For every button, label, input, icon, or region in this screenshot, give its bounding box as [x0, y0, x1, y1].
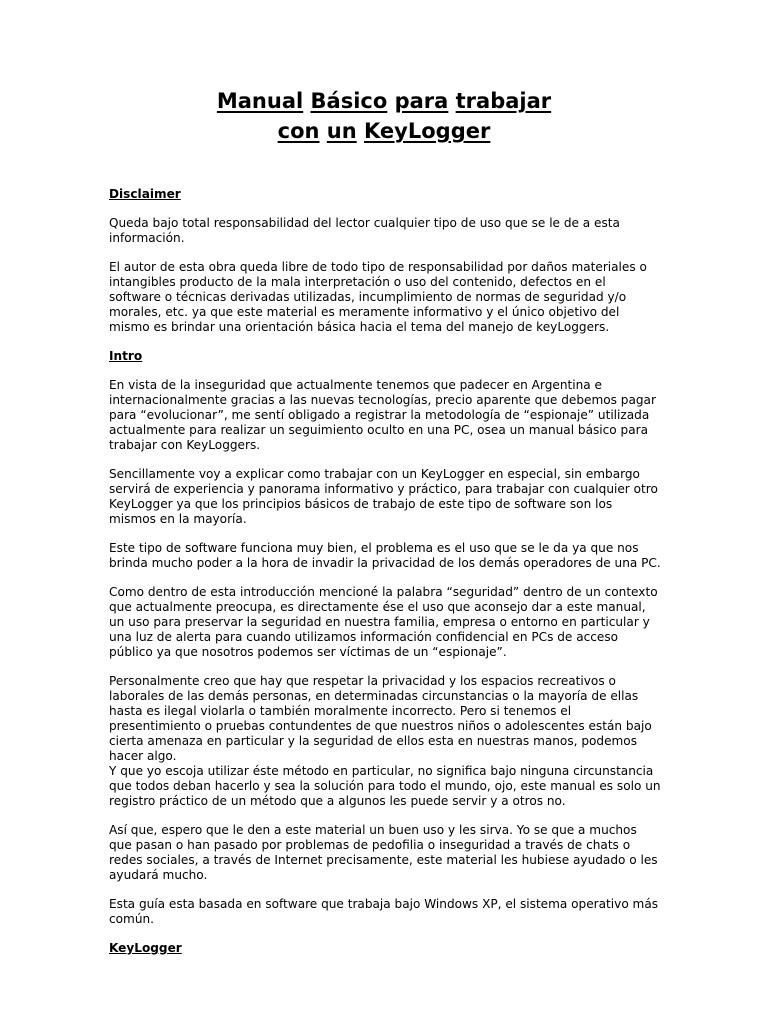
- title-line-1: [0, 86, 768, 116]
- paragraph: Sencillamente voy a explicar como trabajar con un KeyLogger en especial, sin embargo servirá de experiencia y panorama informativo y práctico, para trabajar con cualquier otro KeyLogger ya que los principios básicos de trabajo de este tipo de software son los mismos en la mayoría.: [109, 467, 658, 526]
- section-heading-keylogger: KeyLogger: [109, 941, 182, 955]
- paragraph: Esta guía esta basada en software que trabaja bajo Windows XP, el sistema operativo más común.: [109, 897, 659, 926]
- section-heading-disclaimer: Disclaimer: [109, 187, 181, 201]
- paragraph: Personalmente creo que hay que respetar la privacidad y los espacios recreativos o laborales de las demás personas, en determinadas circunstancias o la mayoría de ellas hasta es ilegal violarla o también moralmente incorrecto. Pero si tenemos el presentimiento o pruebas contundentes de que nuestros niños o adolescentes están bajo cierta amenaza en particular y la seguridad de ellos esta en nuestras manos, podemos hacer algo.: [109, 674, 652, 763]
- paragraph: El autor de esta obra queda libre de todo tipo de responsabilidad por daños materiales o intangibles producto de la mala interpretación o uso del contenido, defectos en el software o técnicas derivadas utilizadas, incumplimiento de normas de seguridad y/o morales, etc. ya que este material es meramente informativo y el único objetivo del mismo es brindar una orientación básica hacia el tema del manejo de keyLoggers.: [109, 260, 647, 334]
- paragraph: Así que, espero que le den a este material un buen uso y les sirva. Yo se que a muchos que pasan o han pasado por problemas de pedofilia o inseguridad a través de chats o redes sociales, a través de Internet precisamente, este material les hubiese ayudado o les ayudará mucho.: [109, 823, 658, 882]
- title-word: trabajar: [455, 89, 552, 113]
- document-title: [0, 86, 768, 146]
- title-word: un: [326, 119, 357, 143]
- title-word: con: [277, 119, 320, 143]
- paragraph: Como dentro de esta introducción mencioné la palabra “seguridad” dentro de un contexto que actualmente preocupa, es directamente ése el uso que aconsejo dar a este manual, un uso para preservar la seguridad en nuestra familia, empresa o entorno en particular y una luz de alerta para cuando utilizamos información confidencial en PCs de acceso público ya que nosotros podemos ser víctimas de un “espionaje”.: [109, 585, 658, 659]
- title-word: para: [394, 89, 449, 113]
- section-heading-intro: Intro: [109, 349, 143, 363]
- paragraph: En vista de la inseguridad que actualmente tenemos que padecer en Argentina e internacionalmente gracias a las nuevas tecnologías, precio aparente que debemos pagar para “evolucionar”, me sentí obligado a registrar la metodología de “espionaje” utilizada actualmente para realizar un seguimiento oculto en una PC, osea un manual básico para trabajar con KeyLoggers.: [109, 378, 656, 452]
- paragraph: Y que yo escoja utilizar éste método en particular, no significa bajo ninguna circunstancia que todos deban hacerlo y sea la solución para todo el mundo, ojo, este manual es solo un registro práctico de un método que a algunos les puede servir y a otros no.: [109, 764, 661, 808]
- title-line-2: [0, 116, 768, 146]
- paragraph: Este tipo de software funciona muy bien, el problema es el uso que se le da ya que nos brinda mucho poder a la hora de invadir la privacidad de los demás operadores de una PC.: [109, 541, 661, 570]
- document-body: [109, 187, 661, 970]
- paragraph: Queda bajo total responsabilidad del lector cualquier tipo de uso que se le de a esta información.: [109, 216, 620, 245]
- title-word: Manual: [216, 89, 304, 113]
- title-word: Básico: [310, 89, 388, 113]
- title-word: KeyLogger: [364, 119, 491, 143]
